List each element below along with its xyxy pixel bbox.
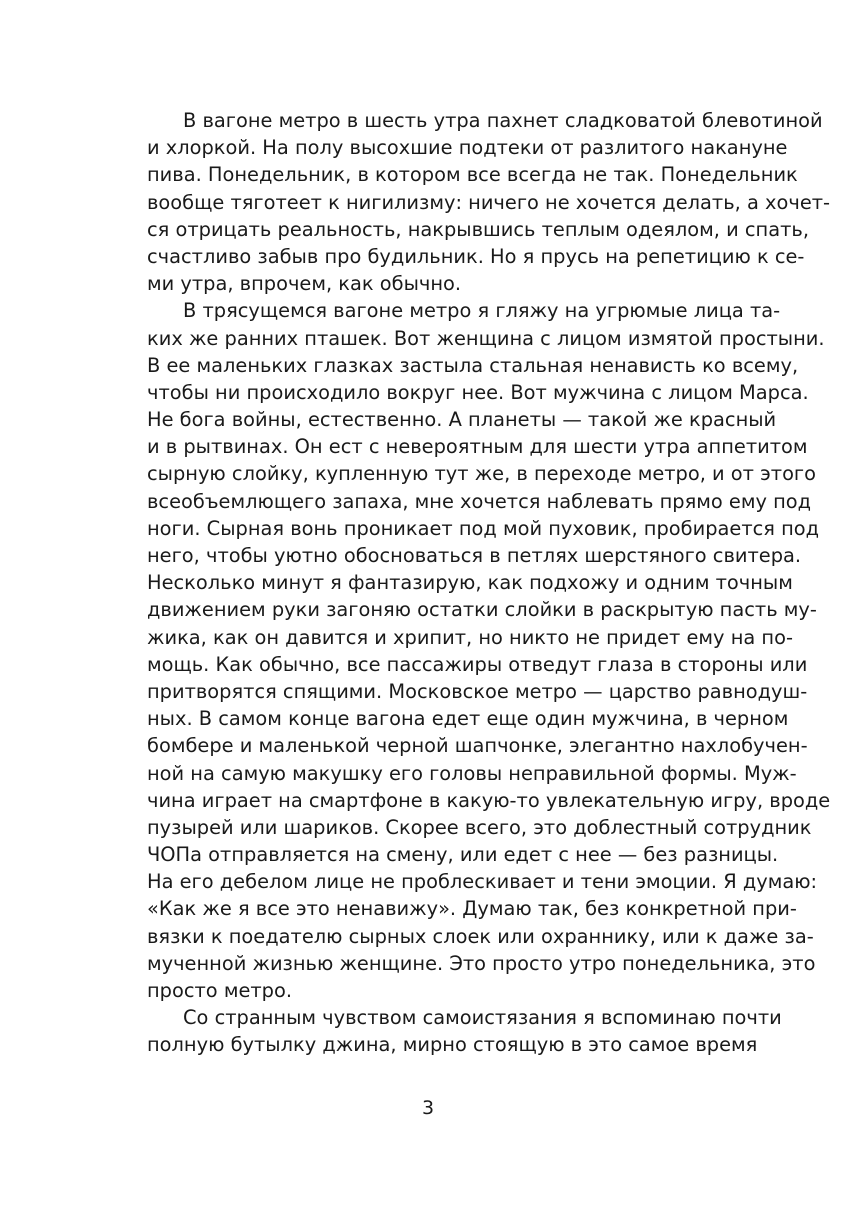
text-line: ЧОПа отправляется на смену, или едет с нее — без разницы. xyxy=(147,843,779,867)
paragraph-2 xyxy=(147,297,831,1004)
text-line: мощь. Как обычно, все пассажиры отведут глаза в стороны или xyxy=(147,652,808,676)
text-line: «Как же я все это ненавижу». Думаю так, без конкретной при- xyxy=(147,897,797,921)
text-line: чина играет на смартфоне в какую-то увлекательную игру, вроде xyxy=(147,788,831,812)
text-line: ных. В самом конце вагона едет еще один мужчина, в черном xyxy=(147,707,789,731)
text-line: На его дебелом лице не проблескивает и тени эмоции. Я думаю: xyxy=(147,870,818,894)
text-line: сырную слойку, купленную тут же, в переходе метро, и от этого xyxy=(147,462,816,486)
text-line: ких же ранних пташек. Вот женщина с лицом измятой простыни. xyxy=(147,326,825,350)
text-line: пива. Понедельник, в котором все всегда не так. Понедельник xyxy=(147,163,798,187)
text-line: ной на самую макушку его головы неправильной формы. Муж- xyxy=(147,761,797,785)
text-line: вообще тяготеет к нигилизму: ничего не хочется делать, а хочет- xyxy=(147,190,831,214)
text-line: и в рытвинах. Он ест с невероятным для шести утра аппетитом xyxy=(147,435,808,459)
text-line: ми утра, впрочем, как обычно. xyxy=(147,272,462,296)
text-line: Со странным чувством самоистязания я вспоминаю почти xyxy=(183,1006,782,1030)
paragraph-3 xyxy=(147,1004,782,1058)
page-body xyxy=(147,107,831,1059)
text-line: пузырей или шариков. Скорее всего, это доблестный сотрудник xyxy=(147,815,812,839)
page-number: 3 xyxy=(421,1097,435,1119)
text-line: чтобы ни происходило вокруг нее. Вот мужчина с лицом Марса. xyxy=(147,380,809,404)
text-line: ноги. Сырная вонь проникает под мой пуховик, пробирается под xyxy=(147,516,820,540)
text-line: В вагоне метро в шесть утра пахнет сладковатой блевотиной xyxy=(183,109,823,132)
text-line: просто метро. xyxy=(147,979,293,1002)
text-line: притворятся спящими. Московское метро — царство равнодуш- xyxy=(147,679,808,703)
text-line: него, чтобы уютно обосноваться в петлях шерстяного свитера. xyxy=(147,544,802,567)
paragraph-1 xyxy=(147,107,831,297)
text-line: всеобъемлющего запаха, мне хочется наблевать прямо ему под xyxy=(147,489,812,513)
text-line: жика, как он давится и хрипит, но никто не придет ему на по- xyxy=(147,625,793,649)
text-line: вязки к поедателю сырных слоек или охраннику, или к даже за- xyxy=(147,924,814,948)
text-line: мученной жизнью женщине. Это просто утро понедельника, это xyxy=(147,951,816,975)
text-line: Несколько минут я фантазирую, как подхожу и одним точным xyxy=(147,571,793,595)
text-line: и хлоркой. На полу высохшие подтеки от разлитого накануне xyxy=(147,136,788,160)
text-line: В трясущемся вагоне метро я гляжу на угрюмые лица та- xyxy=(183,299,781,323)
text-line: движением руки загоняю остатки слойки в раскрытую пасть му- xyxy=(147,598,817,622)
text-line: ся отрицать реальность, накрывшись теплым одеялом, и спать, xyxy=(147,217,809,241)
text-line: Не бога войны, естественно. А планеты — такой же красный xyxy=(147,408,777,432)
text-line: бомбере и маленькой черной шапчонке, элегантно нахлобучен- xyxy=(147,734,808,758)
text-line: В ее маленьких глазках застыла стальная ненависть ко всему, xyxy=(147,353,799,377)
text-line: полную бутылку джина, мирно стоящую в это самое время xyxy=(147,1033,758,1057)
text-line: счастливо забыв про будильник. Но я прусь на репетицию к се- xyxy=(147,244,805,268)
